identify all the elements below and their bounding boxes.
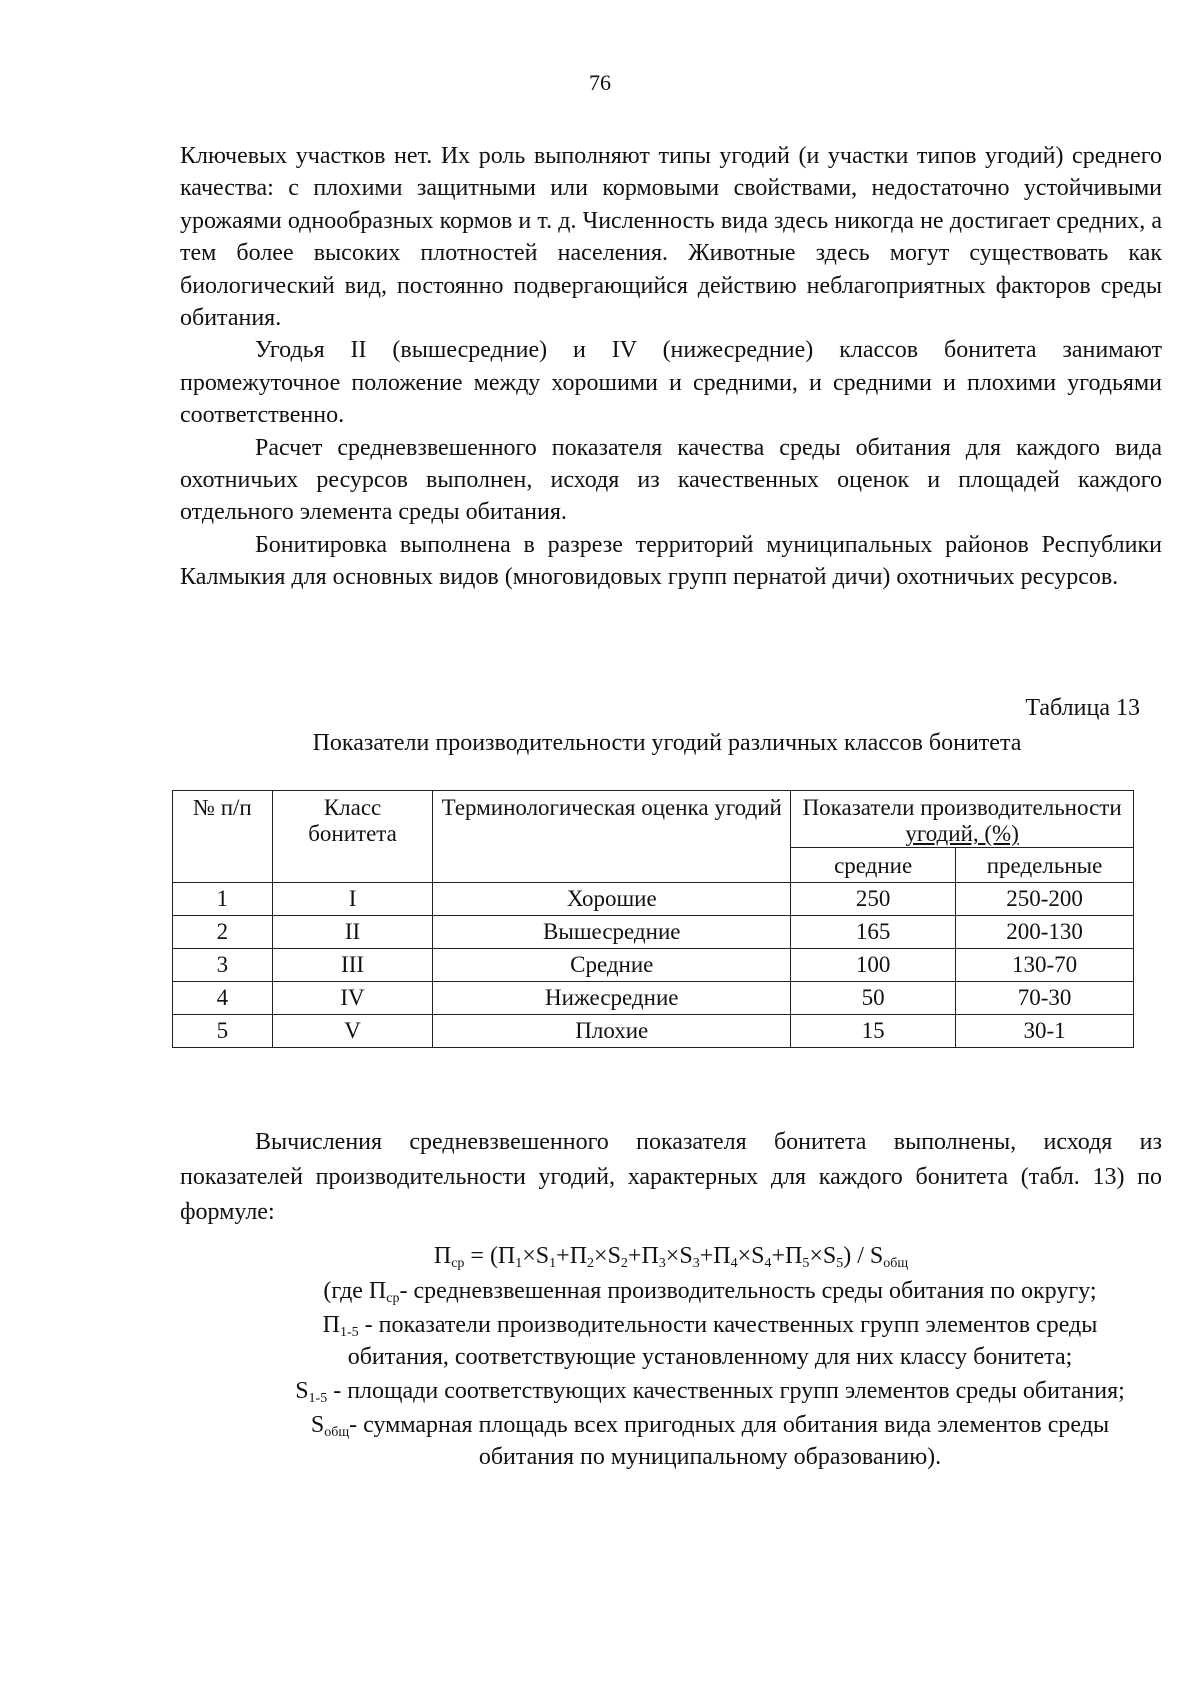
formula-sub: 3 xyxy=(692,1256,700,1271)
def-symbol: (где П xyxy=(323,1278,387,1304)
cell-limit: 30-1 xyxy=(956,1015,1134,1048)
formula-part: +П xyxy=(771,1243,803,1269)
paragraph-4: Бонитировка выполнена в разрезе территорий муниципальных районов Республики Калмыкия для основных видов (многовидовых групп пернатой дичи) охотничьих ресурсов. xyxy=(180,531,1162,591)
intro-text xyxy=(180,140,1162,594)
formula-part: ×S xyxy=(809,1243,837,1269)
cell-term: Хорошие xyxy=(433,883,791,916)
formula-part: ×S xyxy=(665,1243,693,1269)
table-row xyxy=(173,916,1134,949)
formula-sub: 1 xyxy=(549,1256,557,1271)
table-row xyxy=(173,982,1134,1015)
formula xyxy=(180,1243,1162,1270)
cell-term: Плохие xyxy=(433,1015,791,1048)
formula-part: ×S xyxy=(594,1243,621,1269)
paragraph-2: Угодья II (вышесредние) и IV (нижесредние) классов бонитета занимают промежуточное положение между хорошими и средними, и средними и плохими угодьями соответственно. xyxy=(180,337,1162,429)
formula-divider-sub: общ xyxy=(883,1256,909,1271)
formula-part: +П xyxy=(627,1243,659,1269)
def-text: - средневзвешенная производительность среды обитания по округу; xyxy=(399,1278,1097,1304)
table-row xyxy=(173,949,1134,982)
formula-definitions xyxy=(270,1275,1150,1475)
cell-num: 5 xyxy=(173,1015,273,1048)
cell-avg: 250 xyxy=(791,883,956,916)
header-indicators-line2: угодий, (%) xyxy=(905,821,1019,846)
formula-part: +П xyxy=(556,1243,588,1269)
cell-class: I xyxy=(272,883,433,916)
formula-sub: 2 xyxy=(620,1256,628,1271)
def-symbol-sub: ср xyxy=(386,1291,400,1306)
paragraph-3: Расчет средневзвешенного показателя качества среды обитания для каждого вида охотничьих ресурсов выполнен, исходя из качественных оценок и площадей каждого отдельного элемента среды обитания. xyxy=(180,434,1162,526)
formula-part: +П xyxy=(699,1243,731,1269)
formula-divider: ) / S xyxy=(843,1243,884,1269)
cell-limit: 130-70 xyxy=(956,949,1134,982)
paragraph-1: Ключевых участков нет. Их роль выполняют типы угодий (и участки типов угодий) среднего качества: с плохими защитными или кормовыми свойствами, недостаточно устойчивыми урожаями однообразных кормов и т. д. Численность вида здесь никогда не достигает средних, а тем более высоких плотностей населения. Животные здесь могут существовать как биологический вид, постоянно подвергающийся действию неблагоприятных факторов среды обитания. xyxy=(180,143,1162,332)
table-row xyxy=(173,883,1134,916)
def-text: - показатели производительности качественных групп элементов среды обитания, соответствующие установленному для них классу бонитета; xyxy=(347,1312,1098,1370)
cell-limit: 200-130 xyxy=(956,916,1134,949)
cell-term: Нижесредние xyxy=(433,982,791,1015)
page-number: 76 xyxy=(589,70,611,95)
formula-lhs-sub: ср xyxy=(451,1256,465,1271)
def-symbol-sub: 1-5 xyxy=(308,1391,328,1406)
cell-num: 2 xyxy=(173,916,273,949)
formula-sub: 1 xyxy=(515,1256,523,1271)
definition-avg xyxy=(270,1275,1150,1307)
def-symbol: П xyxy=(322,1312,340,1338)
header-term: Терминологическая оценка угодий xyxy=(433,791,791,883)
cell-avg: 100 xyxy=(791,949,956,982)
cell-num: 4 xyxy=(173,982,273,1015)
header-num: № п/п xyxy=(173,791,273,883)
formula-sub: 5 xyxy=(802,1256,810,1271)
cell-term: Вышесредние xyxy=(433,916,791,949)
header-indicators xyxy=(791,791,1134,848)
definition-areas xyxy=(270,1375,1150,1407)
cell-avg: 15 xyxy=(791,1015,956,1048)
cell-class: III xyxy=(272,949,433,982)
cell-class: IV xyxy=(272,982,433,1015)
formula-sub: 4 xyxy=(764,1256,772,1271)
cell-class: V xyxy=(272,1015,433,1048)
formula-sub: 4 xyxy=(730,1256,738,1271)
definition-indicators xyxy=(270,1309,1150,1373)
formula-lhs: П xyxy=(433,1243,452,1269)
def-symbol-sub: общ xyxy=(324,1425,350,1440)
bonitet-table xyxy=(172,790,1134,1048)
header-limit: предельные xyxy=(956,848,1134,883)
header-class: Класс бонитета xyxy=(272,791,433,883)
cell-num: 1 xyxy=(173,883,273,916)
formula-sub: 2 xyxy=(587,1256,595,1271)
calc-text xyxy=(180,1125,1162,1230)
def-text: - площади соответствующих качественных групп элементов среды обитания; xyxy=(327,1378,1125,1404)
formula-sub: 3 xyxy=(658,1256,666,1271)
cell-limit: 250-200 xyxy=(956,883,1134,916)
formula-part: ×S xyxy=(737,1243,765,1269)
header-indicators-line1: Показатели производительности xyxy=(802,795,1122,820)
formula-sub: 5 xyxy=(836,1256,844,1271)
def-symbol: S xyxy=(295,1378,309,1404)
cell-num: 3 xyxy=(173,949,273,982)
def-text: - суммарная площадь всех пригодных для обитания вида элементов среды обитания по муниципальному образованию). xyxy=(349,1412,1110,1470)
cell-avg: 165 xyxy=(791,916,956,949)
calc-paragraph: Вычисления средневзвешенного показателя бонитета выполнены, исходя из показателей производительности угодий, характерных для каждого бонитета (табл. 13) по формуле: xyxy=(180,1129,1162,1225)
cell-term: Средние xyxy=(433,949,791,982)
formula-part: ×S xyxy=(522,1243,550,1269)
table-number-label: Таблица 13 xyxy=(1025,695,1140,721)
def-symbol: S xyxy=(310,1412,325,1438)
header-avg: средние xyxy=(791,848,956,883)
table-row xyxy=(173,1015,1134,1048)
table-title: Показатели производительности угодий различных классов бонитета xyxy=(312,730,1022,756)
cell-class: II xyxy=(272,916,433,949)
def-symbol-sub: 1-5 xyxy=(339,1325,359,1340)
cell-avg: 50 xyxy=(791,982,956,1015)
definition-total-area xyxy=(270,1409,1150,1473)
formula-open: = (П xyxy=(464,1243,516,1269)
cell-limit: 70-30 xyxy=(956,982,1134,1015)
